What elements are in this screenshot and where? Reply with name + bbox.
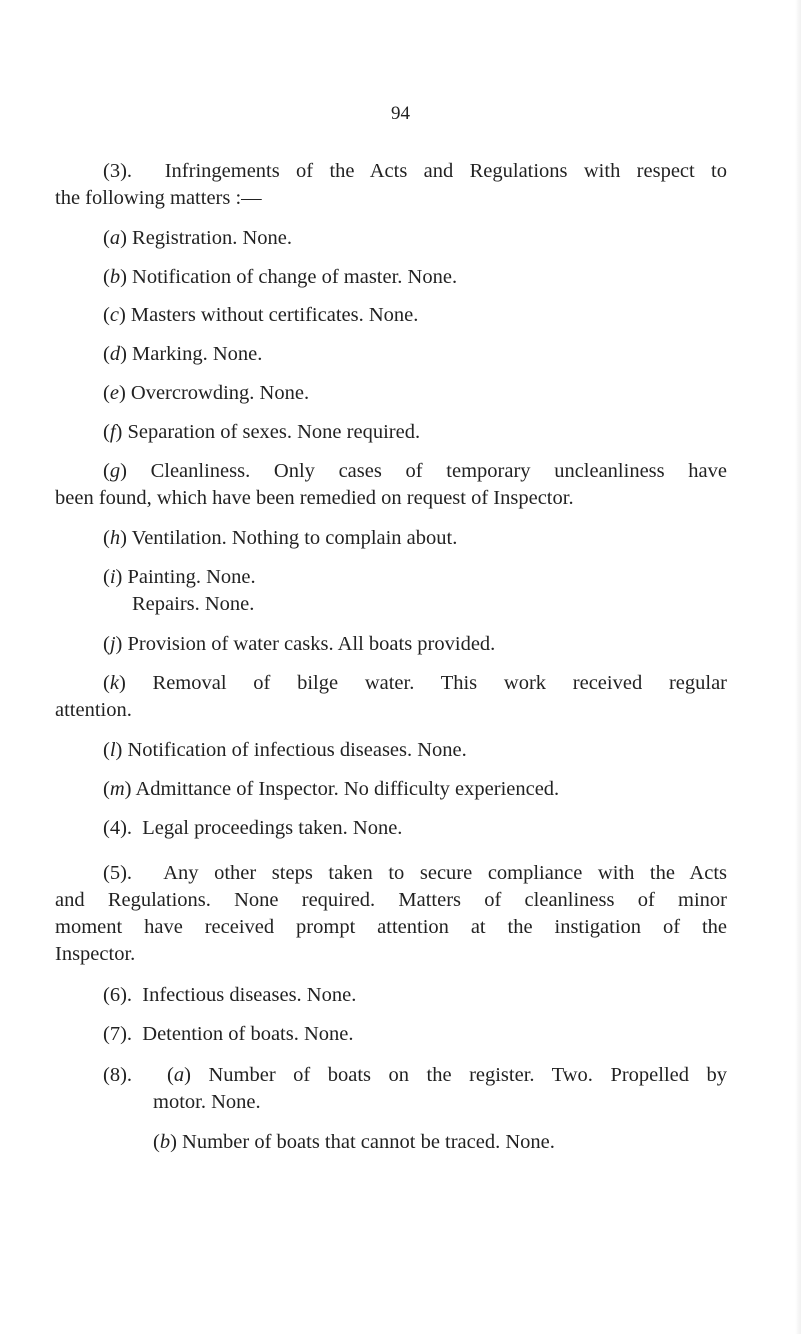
section-7-number: (7).	[103, 1023, 133, 1045]
item-e-text: Overcrowding. None.	[130, 382, 310, 404]
item-g-label: g	[109, 460, 121, 482]
item-m: (m) Admittance of Inspector. No difficulty experienced.	[103, 778, 560, 800]
section-3-line-2: the following matters :—	[55, 187, 262, 209]
item-h-label: h	[109, 527, 121, 549]
page-edge-shadow	[795, 0, 801, 1334]
item-i-sub: Repairs. None.	[132, 593, 255, 615]
item-j-label: j	[109, 633, 116, 655]
section-8-a: (8). (a) Number of boats on the register. Two. Propelled by	[103, 1064, 728, 1086]
page-number: 94	[391, 103, 410, 124]
item-a-text: Registration. None.	[132, 227, 293, 249]
section-5-line-4: Inspector.	[55, 943, 136, 965]
item-a: (a) Registration. None.	[103, 227, 293, 249]
item-g-text: Cleanliness. Only cases of temporary uncleanliness have	[150, 460, 728, 482]
item-d: (d) Marking. None.	[103, 343, 263, 365]
section-4	[103, 815, 402, 841]
item-d-label: d	[109, 343, 121, 365]
item-m-text: Admittance of Inspector. No difficulty experienced.	[135, 778, 560, 800]
section-5-line-3: moment have received prompt attention at the instigation of the	[55, 916, 727, 938]
item-l: (l) Notification of infectious diseases. None.	[103, 739, 467, 761]
item-b-text: Notification of change of master. None.	[132, 266, 458, 288]
item-m-label: m	[109, 778, 125, 800]
item-e-label: e	[109, 382, 119, 404]
section-4-number: (4).	[103, 817, 133, 839]
item-k: (k) Removal of bilge water. This work received regular	[103, 672, 727, 694]
section-8-a-label: a	[173, 1064, 185, 1086]
section-3-line-1: Infringements of the Acts and Regulations with respect to	[164, 160, 727, 182]
item-f-label: f	[109, 421, 116, 443]
section-7	[103, 1021, 354, 1047]
section-8-b-label: b	[159, 1131, 171, 1153]
item-l-label: l	[109, 739, 116, 761]
item-j-text: Provision of water casks. All boats provided.	[127, 633, 496, 655]
item-g: (g) Cleanliness. Only cases of temporary uncleanliness have	[103, 460, 728, 482]
section-5-text-1: Any other steps taken to secure compliance with the Acts	[163, 862, 727, 884]
section-7-text: Detention of boats. None.	[142, 1023, 354, 1045]
item-h: (h) Ventilation. Nothing to complain about.	[103, 527, 458, 549]
item-j: (j) Provision of water casks. All boats provided.	[103, 633, 496, 655]
item-f-text: Separation of sexes. None required.	[127, 421, 421, 443]
section-5-number: (5).	[103, 862, 133, 884]
item-c-text: Masters without certificates. None.	[130, 304, 419, 326]
item-k-continuation: attention.	[55, 699, 132, 721]
item-c: (c) Masters without certificates. None.	[103, 304, 419, 326]
item-l-text: Notification of infectious diseases. None.	[127, 739, 467, 761]
section-8-b: (b) Number of boats that cannot be traced. None.	[153, 1131, 555, 1153]
section-5-line-2: and Regulations. None required. Matters of cleanliness of minor	[55, 889, 727, 911]
section-8-b-text: Number of boats that cannot be traced. None.	[182, 1131, 555, 1153]
item-c-label: c	[109, 304, 119, 326]
item-i-label: i	[109, 566, 116, 588]
section-4-text: Legal proceedings taken. None.	[142, 817, 403, 839]
section-6	[103, 982, 356, 1008]
item-i-text: Painting. None.	[127, 566, 256, 588]
section-5-line-1	[103, 860, 727, 886]
item-k-label: k	[109, 672, 119, 694]
item-i: (i) Painting. None.	[103, 566, 256, 588]
item-g-continuation: been found, which have been remedied on request of Inspector.	[55, 487, 574, 509]
item-a-label: a	[109, 227, 121, 249]
item-h-text: Ventilation. Nothing to complain about.	[131, 527, 458, 549]
item-b: (b) Notification of change of master. None.	[103, 266, 458, 288]
section-6-number: (6).	[103, 984, 133, 1006]
section-3-number: (3).	[103, 160, 133, 182]
section-8-a-text: Number of boats on the register. Two. Propelled by	[208, 1064, 728, 1086]
item-d-text: Marking. None.	[132, 343, 263, 365]
section-8-a-continuation: motor. None.	[153, 1091, 261, 1113]
section-8-number: (8).	[103, 1064, 133, 1086]
item-b-label: b	[109, 266, 121, 288]
item-f: (f) Separation of sexes. None required.	[103, 421, 421, 443]
item-k-text: Removal of bilge water. This work received regular	[152, 672, 727, 694]
section-6-text: Infectious diseases. None.	[142, 984, 357, 1006]
item-e: (e) Overcrowding. None.	[103, 382, 310, 404]
section-3-heading	[103, 158, 727, 184]
